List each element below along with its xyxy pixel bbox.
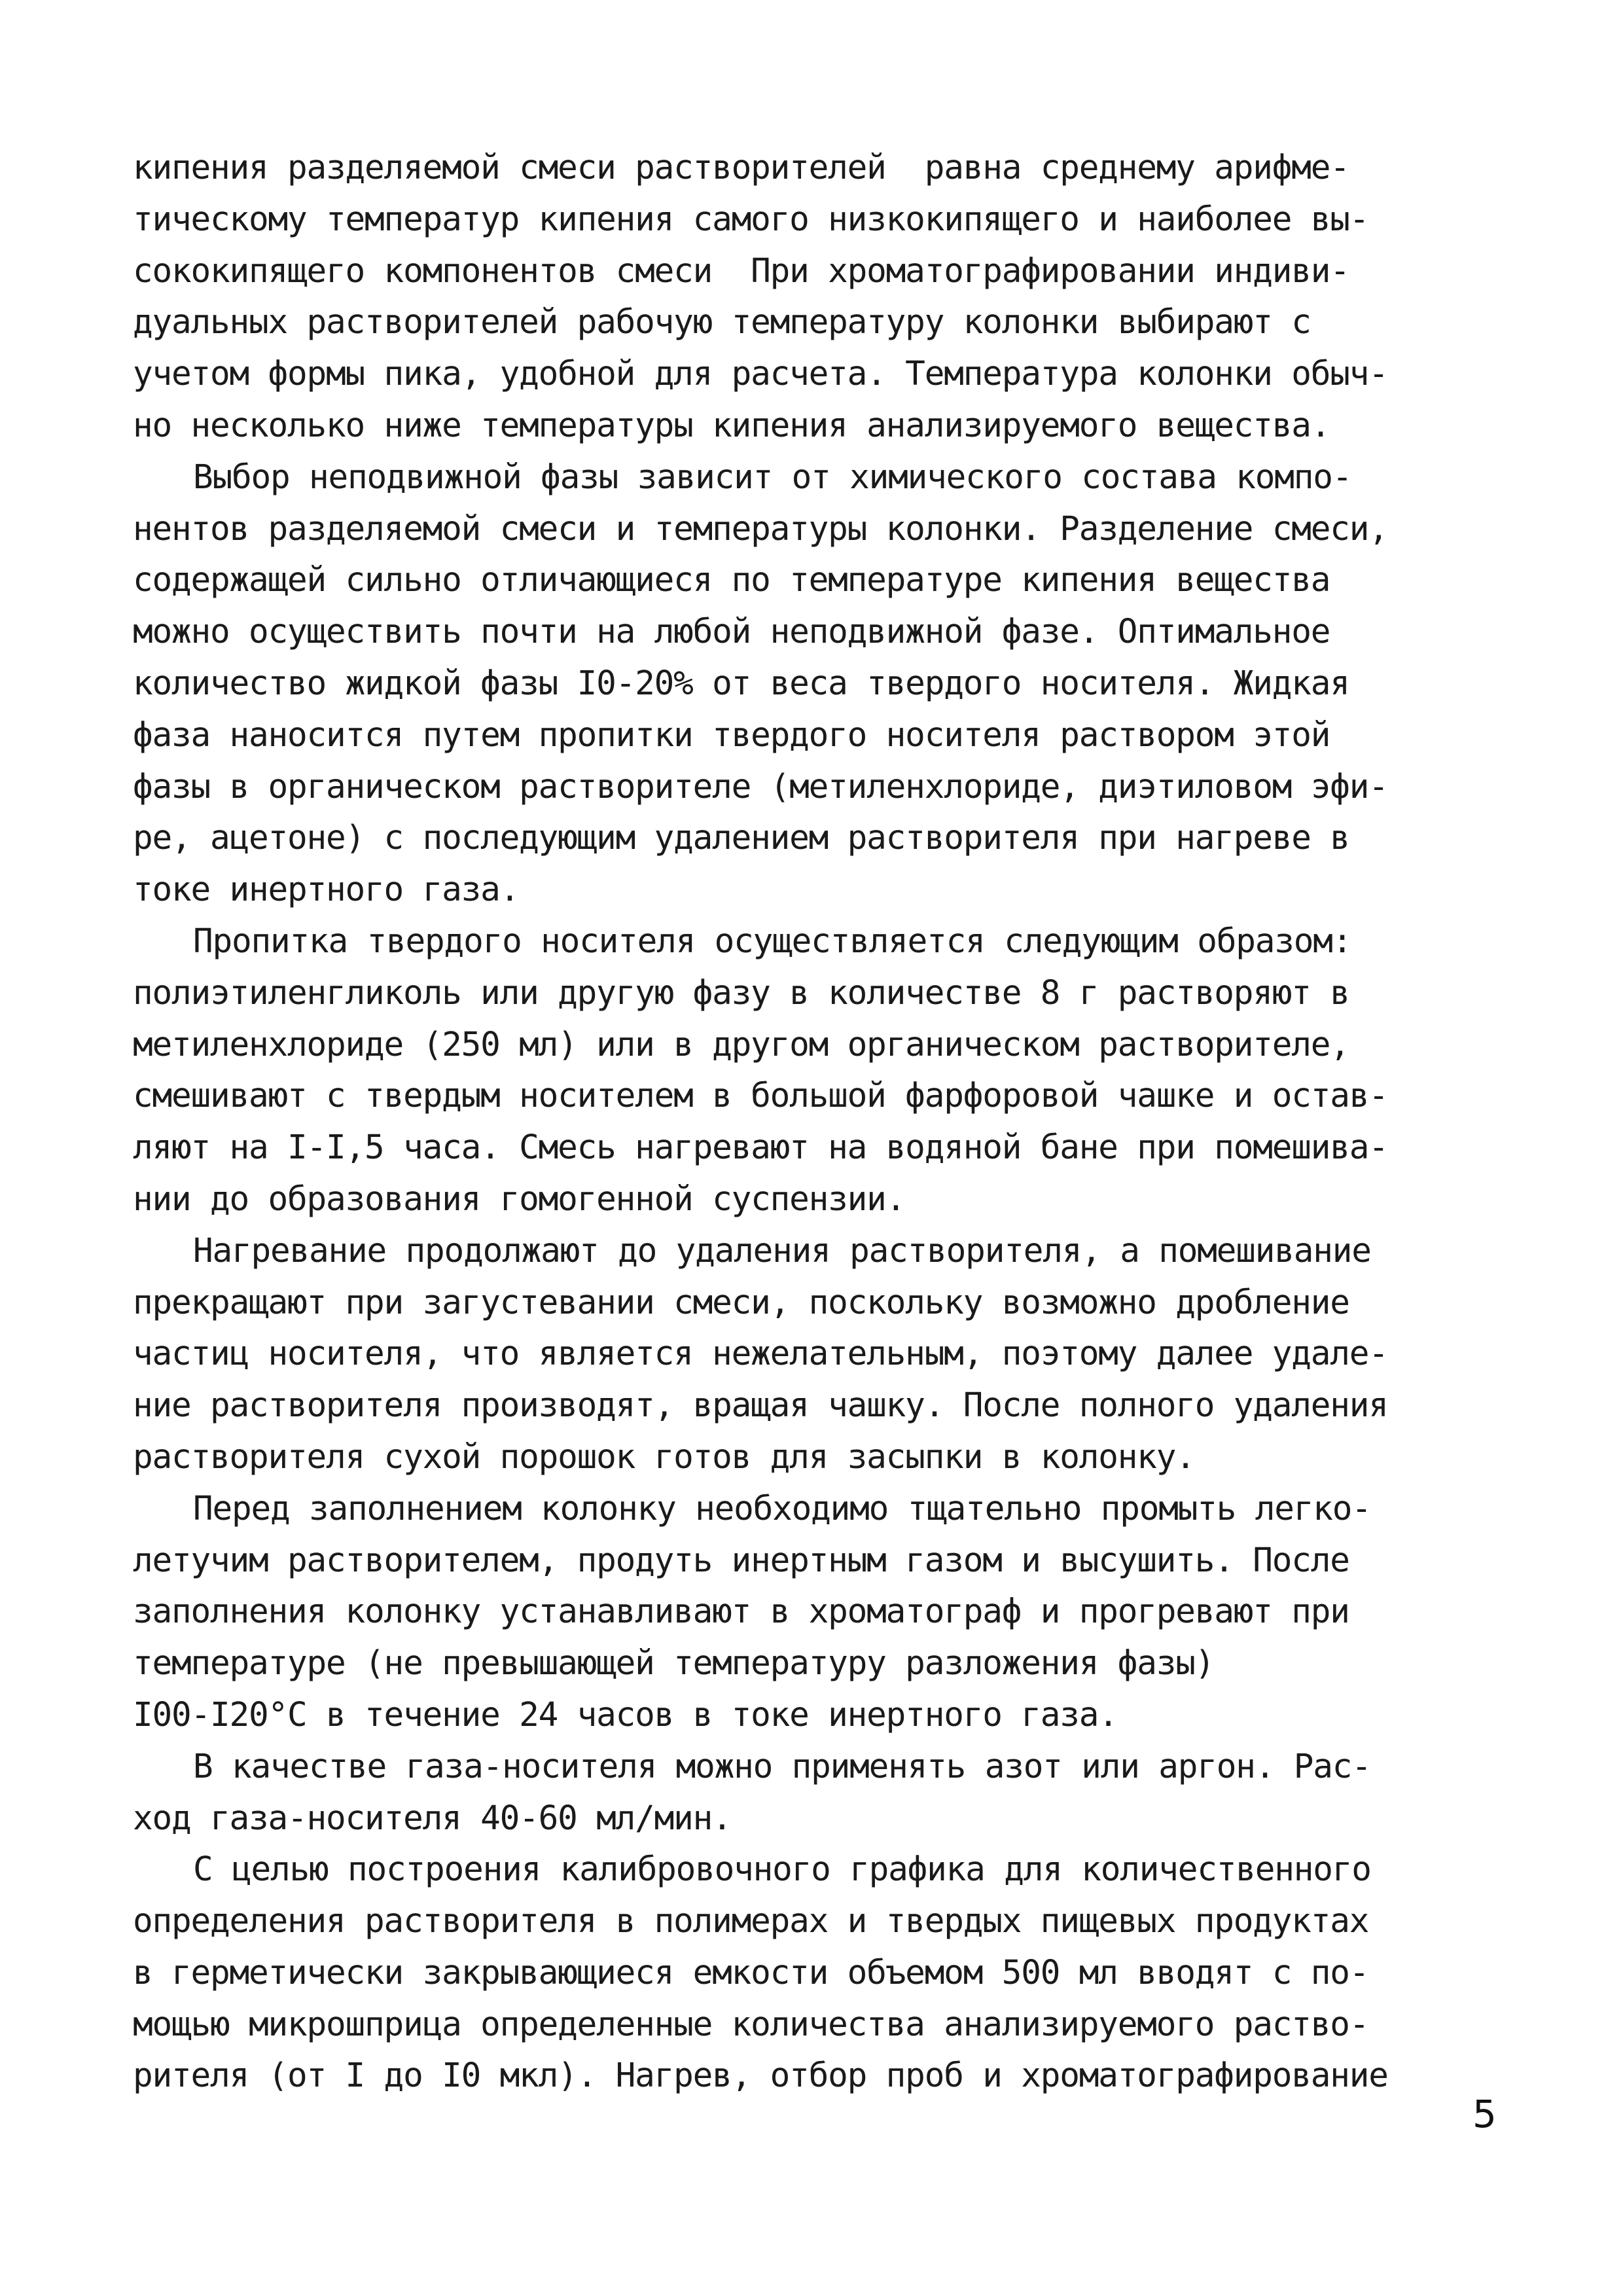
text-line: сококипящего компонентов смеси При хроматографировании индиви- [133,251,1349,291]
text-line: полиэтиленгликоль или другую фазу в количестве 8 г растворяют в [133,973,1349,1013]
paragraph-first-line: Пропитка твердого носителя осуществляется следующим образом: [193,922,1352,961]
paragraph-first-line: Нагревание продолжают до удаления растворителя, а помешивание [193,1231,1371,1270]
text-line: нентов разделяемой смеси и температуры колонки. Разделение смеси, [133,509,1388,548]
paragraph-first-line: С целью построения калибровочного графика для количественного [193,1850,1371,1890]
text-line: ние растворителя производят, вращая чашку. После полного удаления [133,1386,1388,1426]
paragraph-first-line: Выбор неподвижной фазы зависит от химического состава компо- [193,457,1352,497]
text-line: тическому температур кипения самого низкокипящего и наиболее вы- [133,200,1369,239]
page-number: 5 [1472,2092,1497,2136]
text-line: ре, ацетоне) с последующим удалением растворителя при нагреве в [133,819,1349,858]
text-line: заполнения колонку устанавливают в хроматограф и прогревают при [133,1592,1349,1632]
text-line: нии до образования гомогенной суспензии. [133,1179,906,1219]
text-line: определения растворителя в полимерах и твердых пищевых продуктах [133,1902,1369,1941]
text-line: фазы в органическом растворителе (метиленхлориде, диэтиловом эфи- [133,767,1388,806]
text-line: можно осуществить почти на любой неподвижной фазе. Оптимальное [133,613,1330,652]
text-line: содержащей сильно отличающиеся по температуре кипения вещества [133,561,1330,600]
text-line: фаза наносится путем пропитки твердого носителя раствором этой [133,715,1330,755]
text-line: метиленхлориде (250 мл) или в другом органическом растворителе, [133,1025,1349,1064]
text-line: кипения разделяемой смеси растворителей равна среднему арифме- [133,149,1349,187]
body-text [133,143,1501,2102]
text-line: дуальных растворителей рабочую температуру колонки выбирают с [133,303,1311,342]
text-line: смешивают с твердым носителем в большой фарфоровой чашке и остав- [133,1077,1388,1116]
text-line: но несколько ниже температуры кипения анализируемого вещества. [133,406,1330,445]
text-line: учетом формы пика, удобной для расчета. Температура колонки обыч- [133,355,1388,394]
text-line: токе инертного газа. [133,870,520,910]
text-line: частиц носителя, что является нежелательным, поэтому далее удале- [133,1335,1388,1374]
paragraph-first-line: В качестве газа-носителя можно применять азот или аргон. Рас- [193,1747,1371,1786]
text-line: ляют на I-I,5 часа. Смесь нагревают на водяной бане при помешива- [133,1128,1388,1168]
text-line: I00-I20°C в течение 24 часов в токе инертного газа. [133,1695,1118,1734]
text-line: летучим растворителем, продуть инертным газом и высушить. После [133,1541,1349,1580]
text-line: ход газа-носителя 40-60 мл/мин. [133,1799,732,1838]
text-line: в герметически закрывающиеся емкости объемом 500 мл вводят с по- [133,1953,1369,1992]
text-line: мощью микрошприца определенные количества анализируемого раство- [133,2005,1369,2044]
paragraph-first-line: Перед заполнением колонку необходимо тщательно промыть легко- [193,1489,1371,1528]
text-line: растворителя сухой порошок готов для засыпки в колонку. [133,1437,1195,1477]
text-line: прекращают при загустевании смеси, поскольку возможно дробление [133,1283,1349,1322]
text-line: количество жидкой фазы I0-20% от веса твердого носителя. Жидкая [133,664,1349,703]
text-line: рителя (от I до I0 мкл). Нагрев, отбор проб и хроматографирование [133,2056,1388,2096]
text-line: температуре (не превышающей температуру разложения фазы) [133,1644,1215,1683]
